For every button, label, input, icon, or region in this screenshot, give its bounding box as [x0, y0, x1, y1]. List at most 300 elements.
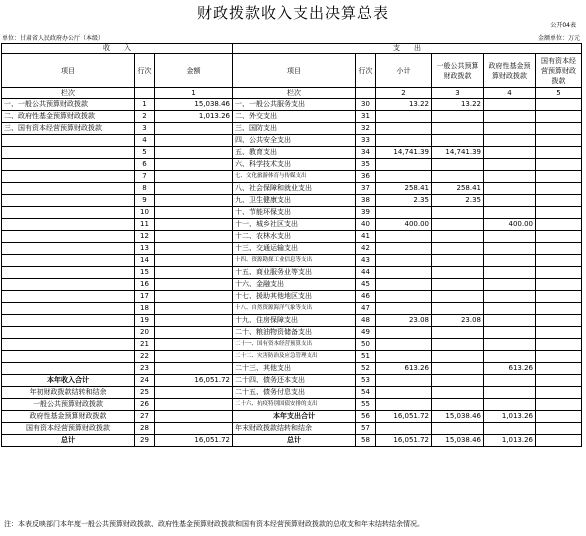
state-capital-value [536, 147, 582, 159]
income-item [2, 195, 135, 207]
gov-fund-value [484, 255, 536, 267]
state-capital-value [536, 243, 582, 255]
expense-line: 41 [356, 231, 376, 243]
expense-item: 三、国防支出 [233, 123, 356, 135]
expense-line: 36 [356, 171, 376, 183]
amount-unit: 金额单位：万元 [537, 35, 580, 42]
expense-line: 38 [356, 195, 376, 207]
income-line: 3 [135, 123, 155, 135]
expense-item: 二十二、灾害防治及应急管理支出 [233, 351, 356, 363]
col-general-budget: 一般公共预算财政拨款 [432, 54, 484, 88]
expense-line: 58 [356, 435, 376, 447]
lanci-3: 3 [432, 88, 484, 99]
income-amount [155, 315, 233, 327]
general-budget-value [432, 423, 484, 435]
expense-item: 一、一般公共服务支出 [233, 99, 356, 111]
table-row [2, 363, 582, 375]
expense-line: 34 [356, 147, 376, 159]
income-item [2, 291, 135, 303]
expense-item: 七、文化旅游体育与传媒支出 [233, 171, 356, 183]
income-item: 年初财政拨款结转和结余 [2, 387, 135, 399]
subtotal-value [376, 291, 432, 303]
expense-item: 九、卫生健康支出 [233, 195, 356, 207]
gov-fund-value [484, 123, 536, 135]
income-item [2, 231, 135, 243]
state-capital-value [536, 315, 582, 327]
expense-line: 52 [356, 363, 376, 375]
income-line: 19 [135, 315, 155, 327]
income-item: 三、国有资本经营预算财政拨款 [2, 123, 135, 135]
expense-item: 年末财政拨款结转和结余 [233, 423, 356, 435]
gov-fund-value [484, 243, 536, 255]
unit-name: 单位：甘肃省人民政府办公厅（本级） [2, 35, 105, 42]
general-budget-value: 13.22 [432, 99, 484, 111]
expense-item: 十六、金融支出 [233, 279, 356, 291]
expense-item: 十二、农林水支出 [233, 231, 356, 243]
income-item [2, 243, 135, 255]
general-budget-value [432, 351, 484, 363]
table-row [2, 207, 582, 219]
expense-line: 33 [356, 135, 376, 147]
lanci-label: 栏次 [2, 88, 135, 99]
table-row [2, 171, 582, 183]
gov-fund-value [484, 267, 536, 279]
income-line: 22 [135, 351, 155, 363]
income-item [2, 339, 135, 351]
general-budget-value [432, 135, 484, 147]
income-item: 二、政府性基金预算财政拨款 [2, 111, 135, 123]
general-budget-value [432, 159, 484, 171]
gov-fund-value [484, 195, 536, 207]
income-amount [155, 231, 233, 243]
gov-fund-value [484, 303, 536, 315]
income-line: 10 [135, 207, 155, 219]
income-amount [155, 279, 233, 291]
subtotal-value [376, 339, 432, 351]
income-item [2, 183, 135, 195]
gov-fund-value [484, 207, 536, 219]
income-amount [155, 363, 233, 375]
income-line: 14 [135, 255, 155, 267]
subtotal-value: 258.41 [376, 183, 432, 195]
expense-line: 54 [356, 387, 376, 399]
state-capital-value [536, 267, 582, 279]
column-header-row [2, 54, 582, 88]
col-state-capital: 国有资本经营预算财政拨款 [536, 54, 582, 88]
gov-fund-value: 613.26 [484, 363, 536, 375]
expense-line: 43 [356, 255, 376, 267]
subtotal-value: 2.35 [376, 195, 432, 207]
general-budget-value: 15,038.46 [432, 411, 484, 423]
table-row [2, 339, 582, 351]
general-budget-value: 2.35 [432, 195, 484, 207]
income-amount [155, 219, 233, 231]
expense-item: 本年支出合计 [233, 411, 356, 423]
expense-item: 二十五、债务付息支出 [233, 387, 356, 399]
table-row [2, 387, 582, 399]
table-row [2, 195, 582, 207]
gov-fund-value: 1,013.26 [484, 411, 536, 423]
income-item: 总计 [2, 435, 135, 447]
income-amount [155, 327, 233, 339]
gov-fund-value [484, 231, 536, 243]
subtotal-value [376, 231, 432, 243]
income-amount [155, 135, 233, 147]
general-budget-value [432, 231, 484, 243]
general-budget-value: 15,038.46 [432, 435, 484, 447]
state-capital-value [536, 171, 582, 183]
subtotal-value: 613.26 [376, 363, 432, 375]
subtotal-value [376, 279, 432, 291]
general-budget-value [432, 171, 484, 183]
gov-fund-value: 1,013.26 [484, 435, 536, 447]
state-capital-value [536, 123, 582, 135]
table-row [2, 399, 582, 411]
gov-fund-value [484, 279, 536, 291]
table-row [2, 291, 582, 303]
table-row [2, 327, 582, 339]
income-line: 16 [135, 279, 155, 291]
income-amount [155, 303, 233, 315]
income-amount [155, 171, 233, 183]
income-amount [155, 291, 233, 303]
lanci-5: 5 [536, 88, 582, 99]
state-capital-value [536, 351, 582, 363]
expense-line: 47 [356, 303, 376, 315]
expense-item: 十一、城乡社区支出 [233, 219, 356, 231]
income-amount [155, 183, 233, 195]
income-item [2, 147, 135, 159]
income-item: 本年收入合计 [2, 375, 135, 387]
table-row [2, 267, 582, 279]
general-budget-value [432, 363, 484, 375]
expense-line: 35 [356, 159, 376, 171]
table-row [2, 231, 582, 243]
income-amount [155, 159, 233, 171]
subtotal-value [376, 159, 432, 171]
income-amount [155, 423, 233, 435]
state-capital-value [536, 159, 582, 171]
general-budget-value: 14,741.39 [432, 147, 484, 159]
lanci-1: 1 [155, 88, 233, 99]
gov-fund-value [484, 339, 536, 351]
income-amount: 16,051.72 [155, 375, 233, 387]
expense-item: 十、节能环保支出 [233, 207, 356, 219]
income-item: 一、一般公共预算财政拨款 [2, 99, 135, 111]
expense-item: 二十一、国有资本经营预算支出 [233, 339, 356, 351]
general-budget-value [432, 399, 484, 411]
expense-line: 42 [356, 243, 376, 255]
income-line: 21 [135, 339, 155, 351]
state-capital-value [536, 399, 582, 411]
gov-fund-value [484, 327, 536, 339]
table-row [2, 351, 582, 363]
state-capital-value [536, 219, 582, 231]
expense-line: 37 [356, 183, 376, 195]
general-budget-value [432, 279, 484, 291]
income-section-label: 收 入 [2, 44, 233, 54]
unit-line [2, 33, 580, 43]
income-amount [155, 411, 233, 423]
gov-fund-value [484, 375, 536, 387]
state-capital-value [536, 111, 582, 123]
state-capital-value [536, 99, 582, 111]
subtotal-value: 23.08 [376, 315, 432, 327]
state-capital-value [536, 339, 582, 351]
gov-fund-value [484, 351, 536, 363]
general-budget-value [432, 375, 484, 387]
col-gov-fund: 政府性基金预算财政拨款 [484, 54, 536, 88]
income-line: 9 [135, 195, 155, 207]
expense-item: 十七、援助其他地区支出 [233, 291, 356, 303]
general-budget-value [432, 243, 484, 255]
income-item [2, 267, 135, 279]
expense-item: 八、社会保障和就业支出 [233, 183, 356, 195]
expense-line: 55 [356, 399, 376, 411]
page-title: 财政拨款收入支出决算总表 [196, 4, 389, 22]
state-capital-value [536, 423, 582, 435]
gov-fund-value [484, 171, 536, 183]
income-item [2, 279, 135, 291]
expense-line: 31 [356, 111, 376, 123]
table-row [2, 303, 582, 315]
subtotal-value [376, 267, 432, 279]
gov-fund-value [484, 183, 536, 195]
subtotal-value [376, 111, 432, 123]
state-capital-value [536, 303, 582, 315]
subtotal-value: 400.00 [376, 219, 432, 231]
gov-fund-value [484, 315, 536, 327]
state-capital-value [536, 279, 582, 291]
col-subtotal: 小计 [376, 54, 432, 88]
subtotal-value [376, 303, 432, 315]
gov-fund-value [484, 135, 536, 147]
income-item: 政府性基金预算财政拨款 [2, 411, 135, 423]
income-line: 20 [135, 327, 155, 339]
table-row [2, 99, 582, 111]
expense-section-label: 支 出 [233, 44, 582, 54]
expense-item: 二十、粮油物资储备支出 [233, 327, 356, 339]
income-amount [155, 195, 233, 207]
income-amount: 15,038.46 [155, 99, 233, 111]
budget-summary-table [1, 43, 582, 447]
income-amount [155, 339, 233, 351]
income-amount [155, 123, 233, 135]
income-line: 27 [135, 411, 155, 423]
general-budget-value [432, 339, 484, 351]
subtotal-value [376, 387, 432, 399]
income-line: 7 [135, 171, 155, 183]
gov-fund-value [484, 111, 536, 123]
general-budget-value [432, 267, 484, 279]
expense-item: 二十三、其他支出 [233, 363, 356, 375]
income-line: 12 [135, 231, 155, 243]
income-amount [155, 267, 233, 279]
income-line: 18 [135, 303, 155, 315]
state-capital-value [536, 411, 582, 423]
general-budget-value: 258.41 [432, 183, 484, 195]
table-row [2, 279, 582, 291]
subtotal-value [376, 255, 432, 267]
subtotal-value [376, 399, 432, 411]
income-line: 4 [135, 135, 155, 147]
gov-fund-value [484, 399, 536, 411]
table-row [2, 183, 582, 195]
table-row [2, 255, 582, 267]
expense-item: 十九、住房保障支出 [233, 315, 356, 327]
income-line: 24 [135, 375, 155, 387]
income-line: 2 [135, 111, 155, 123]
income-item [2, 303, 135, 315]
expense-item: 四、公共安全支出 [233, 135, 356, 147]
income-line: 15 [135, 267, 155, 279]
state-capital-value [536, 375, 582, 387]
general-budget-value [432, 255, 484, 267]
section-header-row [2, 44, 582, 54]
expense-item: 二十六、抗疫特别国债安排的支出 [233, 399, 356, 411]
income-line: 5 [135, 147, 155, 159]
expense-item: 总计 [233, 435, 356, 447]
table-row [2, 375, 582, 387]
lanci-label-2: 栏次 [233, 88, 356, 99]
table-row [2, 123, 582, 135]
table-row [2, 243, 582, 255]
state-capital-value [536, 183, 582, 195]
income-line: 17 [135, 291, 155, 303]
gov-fund-value [484, 99, 536, 111]
table-row [2, 135, 582, 147]
state-capital-value [536, 231, 582, 243]
expense-line: 49 [356, 327, 376, 339]
general-budget-value [432, 219, 484, 231]
gov-fund-value [484, 291, 536, 303]
income-line: 25 [135, 387, 155, 399]
income-line: 28 [135, 423, 155, 435]
state-capital-value [536, 195, 582, 207]
table-row [2, 435, 582, 447]
state-capital-value [536, 435, 582, 447]
income-line: 1 [135, 99, 155, 111]
subtotal-value [376, 243, 432, 255]
income-item: 一般公共预算财政拨款 [2, 399, 135, 411]
state-capital-value [536, 387, 582, 399]
col-income-amount: 金额 [155, 54, 233, 88]
income-amount [155, 387, 233, 399]
general-budget-value [432, 303, 484, 315]
income-amount [155, 207, 233, 219]
gov-fund-value [484, 147, 536, 159]
gov-fund-value [484, 423, 536, 435]
state-capital-value [536, 135, 582, 147]
expense-line: 32 [356, 123, 376, 135]
income-line: 29 [135, 435, 155, 447]
income-item [2, 315, 135, 327]
table-row [2, 411, 582, 423]
state-capital-value [536, 291, 582, 303]
income-amount: 16,051.72 [155, 435, 233, 447]
subtotal-value: 16,051.72 [376, 435, 432, 447]
subtotal-value [376, 327, 432, 339]
subtotal-value [376, 171, 432, 183]
subtotal-value [376, 351, 432, 363]
expense-line: 57 [356, 423, 376, 435]
expense-line: 45 [356, 279, 376, 291]
table-row [2, 423, 582, 435]
income-amount [155, 147, 233, 159]
subtotal-value [376, 123, 432, 135]
subtotal-value: 13.22 [376, 99, 432, 111]
income-item [2, 135, 135, 147]
income-item [2, 171, 135, 183]
income-line: 6 [135, 159, 155, 171]
table-row [2, 147, 582, 159]
gov-fund-value [484, 159, 536, 171]
expense-item: 十五、商业服务业等支出 [233, 267, 356, 279]
income-amount: 1,013.26 [155, 111, 233, 123]
income-amount [155, 243, 233, 255]
state-capital-value [536, 255, 582, 267]
table-row [2, 315, 582, 327]
expense-item: 十三、交通运输支出 [233, 243, 356, 255]
subtotal-value [376, 135, 432, 147]
general-budget-value [432, 291, 484, 303]
table-row [2, 159, 582, 171]
form-code: 公开04表 [550, 22, 576, 29]
expense-line: 51 [356, 351, 376, 363]
income-line: 8 [135, 183, 155, 195]
income-item [2, 363, 135, 375]
col-expense-line: 行次 [356, 54, 376, 88]
subtotal-value: 14,741.39 [376, 147, 432, 159]
income-amount [155, 351, 233, 363]
general-budget-value: 23.08 [432, 315, 484, 327]
income-item [2, 159, 135, 171]
col-expense-item: 项目 [233, 54, 356, 88]
income-line: 11 [135, 219, 155, 231]
subtotal-value [376, 423, 432, 435]
income-item [2, 255, 135, 267]
expense-line: 50 [356, 339, 376, 351]
subtotal-value [376, 207, 432, 219]
state-capital-value [536, 327, 582, 339]
lanci-2: 2 [376, 88, 432, 99]
general-budget-value [432, 123, 484, 135]
lanci-4: 4 [484, 88, 536, 99]
expense-item: 二十四、债务还本支出 [233, 375, 356, 387]
general-budget-value [432, 387, 484, 399]
income-item [2, 327, 135, 339]
gov-fund-value [484, 387, 536, 399]
income-line: 23 [135, 363, 155, 375]
income-line: 13 [135, 243, 155, 255]
col-income-line: 行次 [135, 54, 155, 88]
subtotal-value [376, 375, 432, 387]
income-item [2, 207, 135, 219]
income-item [2, 219, 135, 231]
table-row [2, 219, 582, 231]
subtotal-value: 16,051.72 [376, 411, 432, 423]
income-line: 26 [135, 399, 155, 411]
expense-item: 六、科学技术支出 [233, 159, 356, 171]
col-income-item: 项目 [2, 54, 135, 88]
general-budget-value [432, 327, 484, 339]
expense-line: 39 [356, 207, 376, 219]
expense-item: 十八、自然资源海洋气象等支出 [233, 303, 356, 315]
income-item: 国有资本经营预算财政拨款 [2, 423, 135, 435]
column-number-row [2, 88, 582, 99]
expense-line: 46 [356, 291, 376, 303]
general-budget-value [432, 111, 484, 123]
